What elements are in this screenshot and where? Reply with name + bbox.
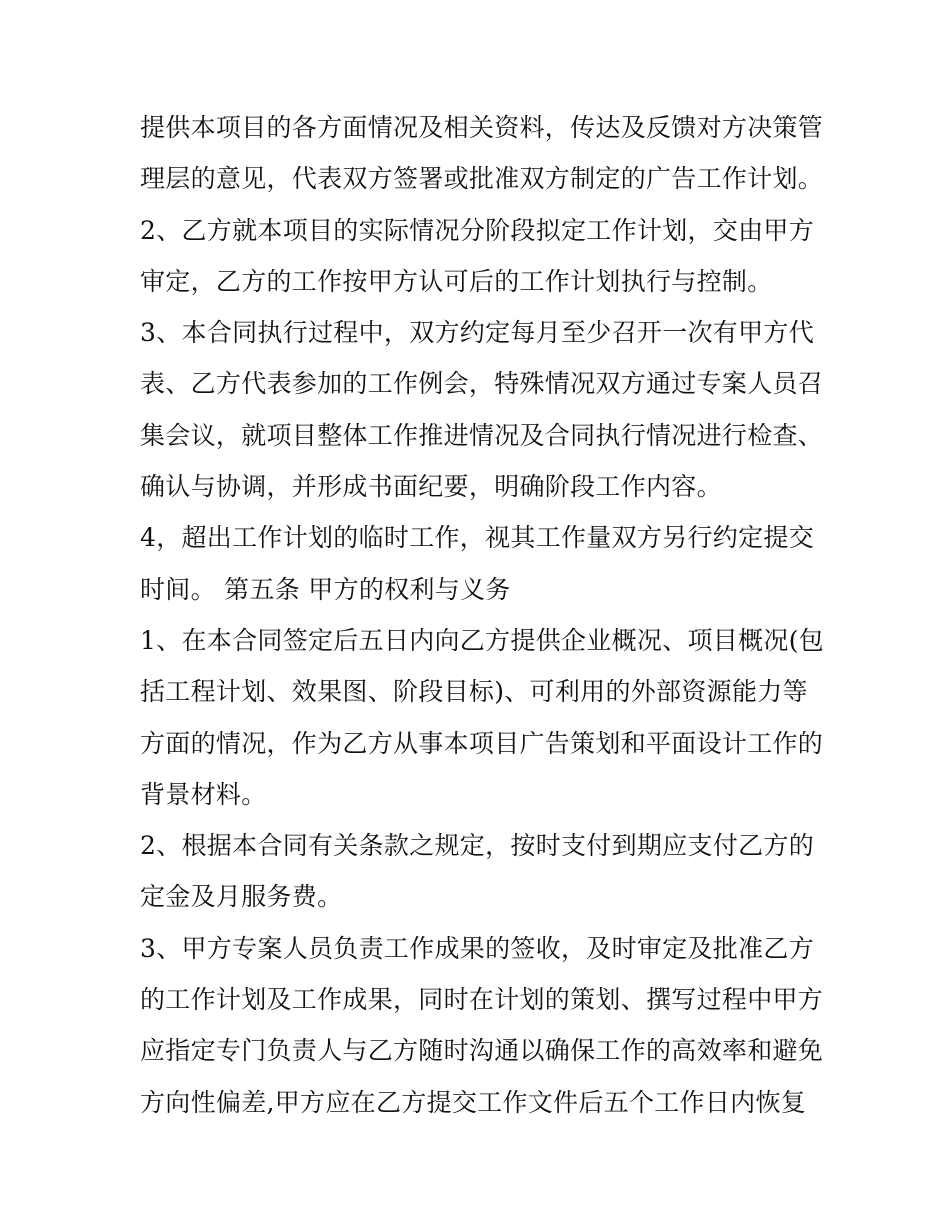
- document-body: [140, 102, 830, 1128]
- text-line: 审定，乙方的工作按甲方认可后的工作计划执行与控制。: [140, 266, 773, 296]
- text-line: 的工作计划及工作成果，同时在计划的策划、撰写过程中甲方: [140, 985, 824, 1015]
- text-line: 背景材料。: [140, 779, 267, 809]
- text-line: 3、甲方专案人员负责工作成果的签收，及时审定及批准乙方: [140, 933, 815, 963]
- text-line: 方面的情况，作为乙方从事本项目广告策划和平面设计工作的: [140, 728, 824, 758]
- text-line: 确认与协调，并形成书面纪要，明确阶段工作内容。: [140, 472, 722, 502]
- text-line: 提供本项目的各方面情况及相关资料，传达及反馈对方决策管: [140, 113, 824, 142]
- text-line: 4，超出工作计划的临时工作，视其工作量双方另行约定提交: [140, 523, 815, 553]
- text-line: 时间。 第五条 甲方的权利与义务: [140, 574, 511, 604]
- text-line: 3、本合同执行过程中，双方约定每月至少召开一次有甲方代: [140, 318, 815, 348]
- text-line: 理层的意见，代表双方签署或批准双方制定的广告工作计划。: [140, 164, 824, 194]
- text-line: 括工程计划、效果图、阶段目标)、可利用的外部资源能力等: [140, 677, 808, 707]
- text-line: 应指定专门负责人与乙方随时沟通以确保工作的高效率和避免: [140, 1036, 824, 1066]
- text-line: 2、根据本合同有关条款之规定，按时支付到期应支付乙方的: [140, 831, 815, 861]
- text-line: 方向性偏差,甲方应在乙方提交工作文件后五个工作日内恢复: [140, 1087, 807, 1117]
- text-line: 1、在本合同签定后五日内向乙方提供企业概况、项目概况(包: [140, 625, 825, 655]
- text-line: 表、乙方代表参加的工作例会，特殊情况双方通过专案人员召: [140, 369, 824, 399]
- text-line: 2、乙方就本项目的实际情况分阶段拟定工作计划，交由甲方: [140, 215, 815, 245]
- text-line: 定金及月服务费。: [140, 882, 343, 912]
- text-line: 集会议，就项目整体工作推进情况及合同执行情况进行检查、: [140, 420, 824, 450]
